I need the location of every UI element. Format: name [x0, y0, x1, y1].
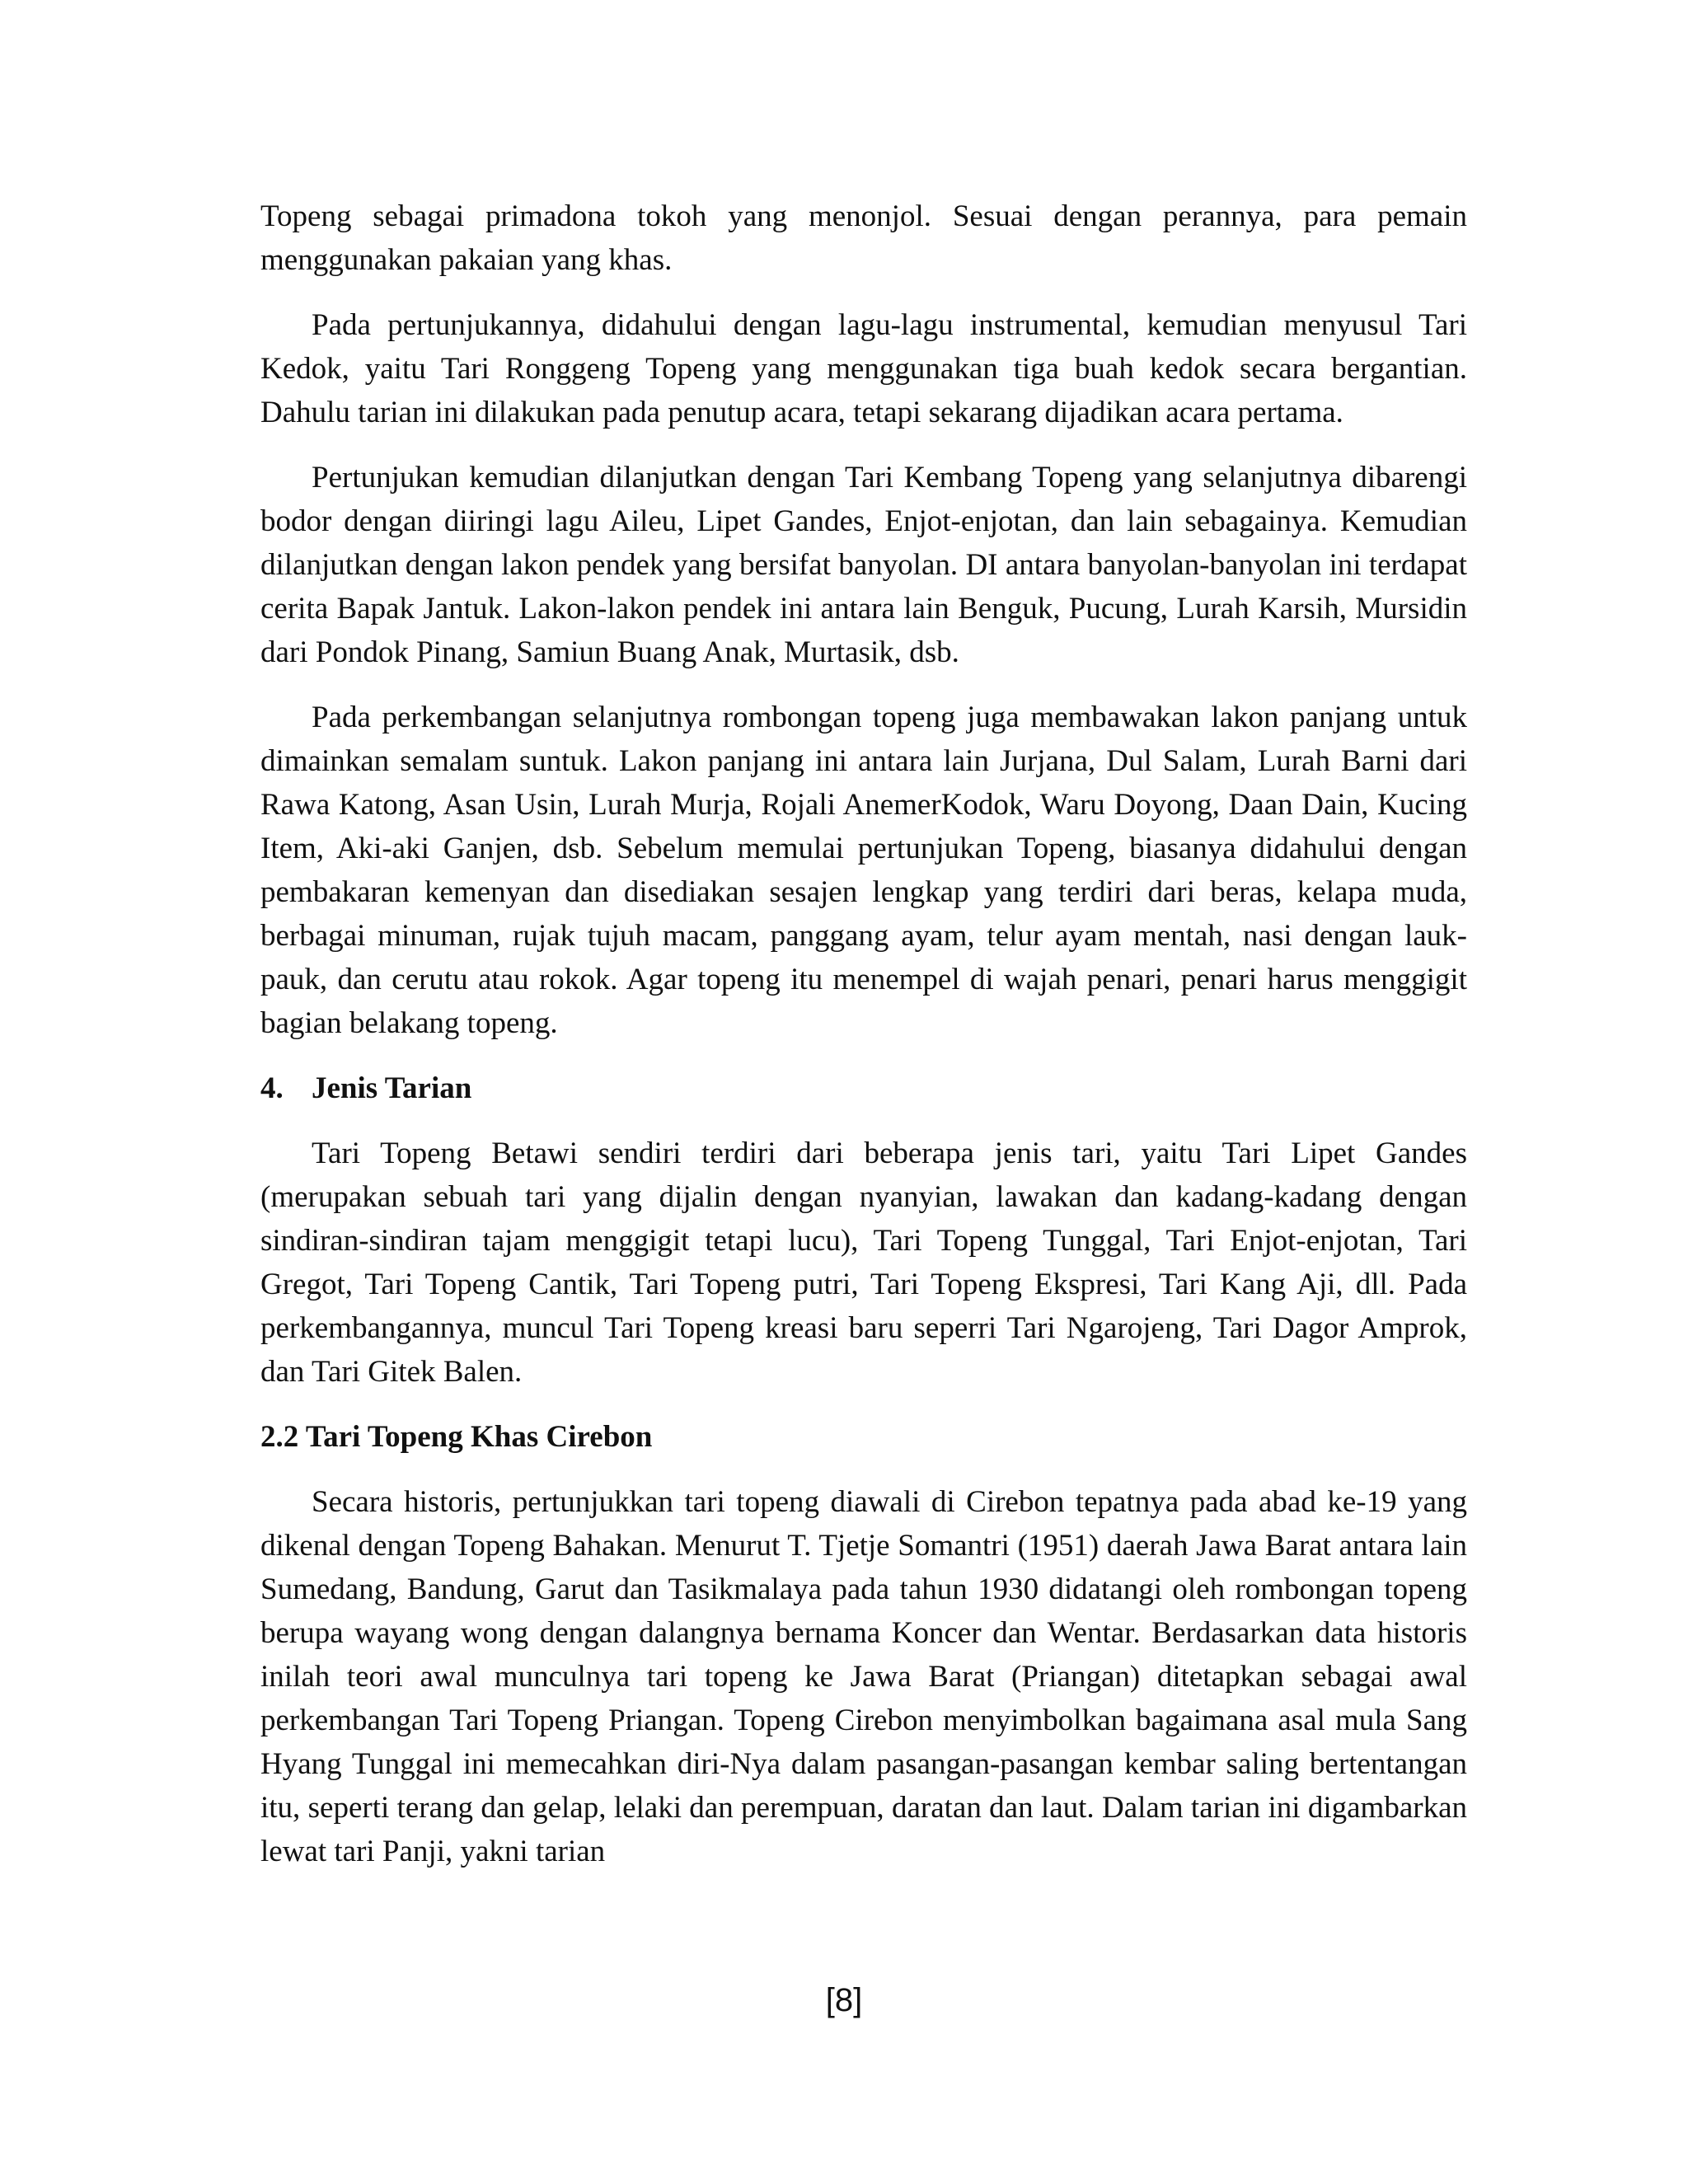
paragraph-lakon-panjang: Pada perkembangan selanjutnya rombongan topeng juga membawakan lakon panjang untuk dimainkan semalam suntuk. Lakon panjang ini antara lain Jurjana, Dul Salam, Lurah Barni dari Rawa Katong, Asan Usin, Lurah Murja, Rojali AnemerKodok, Waru Doyong, Daan Dain, Kucing Item, Aki-aki Ganjen, dsb. Sebelum memulai pertunjukan Topeng, biasanya didahului dengan pembakaran kemenyan dan disediakan sesajen lengkap yang terdiri dari beras, kelapa muda, berbagai minuman, rujak tujuh macam, panggang ayam, telur ayam mentah, nasi dengan lauk-pauk, dan cerutu atau rokok. Agar topeng itu menempel di wajah penari, penari harus menggigit bagian belakang topeng.	[260, 701, 1467, 1040]
heading-title: Jenis Tarian	[312, 1071, 472, 1105]
heading-tari-topeng-cirebon: 2.2 Tari Topeng Khas Cirebon	[260, 1420, 653, 1454]
heading-number: 4.	[260, 1071, 284, 1105]
heading-jenis-tarian	[260, 1066, 1467, 1110]
paragraph-pertunjukan: Pada pertunjukannya, didahului dengan lagu-lagu instrumental, kemudian menyusul Tari Kedok, yaitu Tari Ronggeng Topeng yang menggunakan tiga buah kedok secara bergantian. Dahulu tarian ini dilakukan pada penutup acara, tetapi sekarang dijadikan acara pertama.	[260, 308, 1467, 429]
paragraph-continuation: Topeng sebagai primadona tokoh yang menonjol. Sesuai dengan perannya, para pemain menggunakan pakaian yang khas.	[260, 199, 1467, 277]
page-number: [8]	[825, 1982, 863, 2018]
paragraph-kembang-topeng: Pertunjukan kemudian dilanjutkan dengan Tari Kembang Topeng yang selanjutnya dibarengi bodor dengan diiringi lagu Aileu, Lipet Gandes, Enjot-enjotan, dan lain sebagainya. Kemudian dilanjutkan dengan lakon pendek yang bersifat banyolan. DI antara banyolan-banyolan ini terdapat cerita Bapak Jantuk. Lakon-lakon pendek ini antara lain Benguk, Pucung, Lurah Karsih, Mursidin dari Pondok Pinang, Samiun Buang Anak, Murtasik, dsb.	[260, 461, 1467, 669]
document-body	[260, 194, 1467, 1873]
paragraph-jenis-tari: Tari Topeng Betawi sendiri terdiri dari beberapa jenis tari, yaitu Tari Lipet Gandes (merupakan sebuah tari yang dijalin dengan nyanyian, lawakan dan kadang-kadang dengan sindiran-sindiran tajam menggigit tetapi lucu), Tari Topeng Tunggal, Tari Enjot-enjotan, Tari Gregot, Tari Topeng Cantik, Tari Topeng putri, Tari Topeng Ekspresi, Tari Kang Aji, dll. Pada perkembangannya, muncul Tari Topeng kreasi baru seperri Tari Ngarojeng, Tari Dagor Amprok, dan Tari Gitek Balen.	[260, 1137, 1467, 1389]
paragraph-historis: Secara historis, pertunjukkan tari topeng diawali di Cirebon tepatnya pada abad ke-19 yang dikenal dengan Topeng Bahakan. Menurut T. Tjetje Somantri (1951) daerah Jawa Barat antara lain Sumedang, Bandung, Garut dan Tasikmalaya pada tahun 1930 didatangi oleh rombongan topeng berupa wayang wong dengan dalangnya bernama Koncer dan Wentar. Berdasarkan data historis inilah teori awal munculnya tari topeng ke Jawa Barat (Priangan) ditetapkan sebagai awal perkembangan Tari Topeng Priangan. Topeng Cirebon menyimbolkan bagaimana asal mula Sang Hyang Tunggal ini memecahkan diri-Nya dalam pasangan-pasangan kembar saling bertentangan itu, seperti terang dan gelap, lelaki dan perempuan, daratan dan laut. Dalam tarian ini digambarkan lewat tari Panji, yakni tarian	[260, 1485, 1467, 1868]
